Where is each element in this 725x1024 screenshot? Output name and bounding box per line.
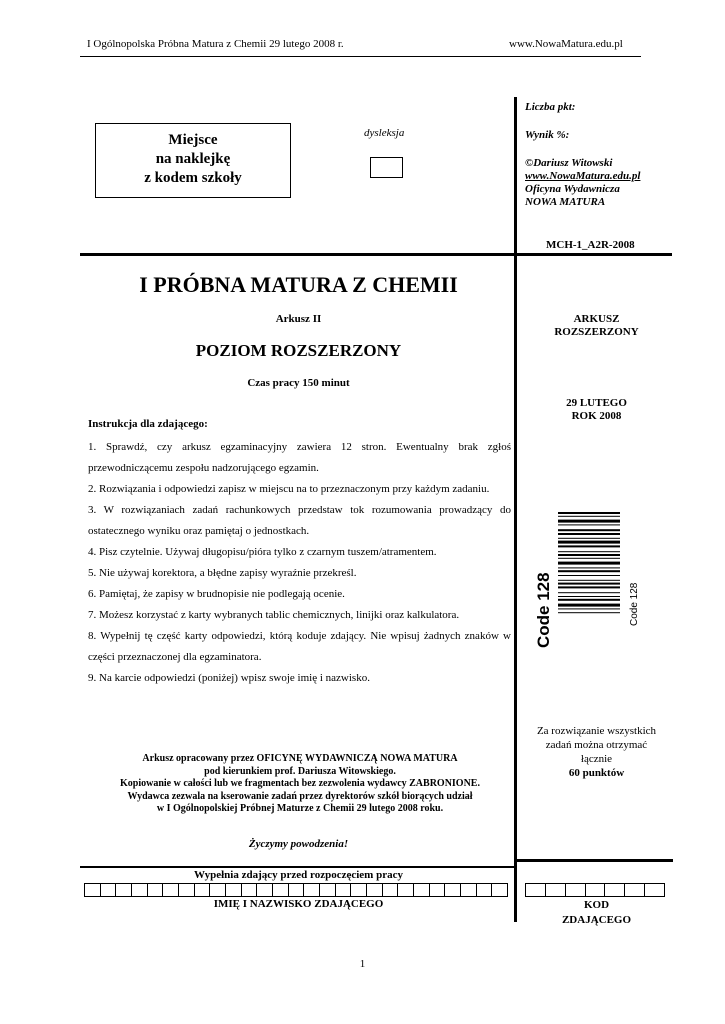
barcode-bar	[558, 592, 620, 593]
points-line: łącznie	[580, 753, 613, 765]
sheet-number: Arkusz II	[275, 313, 322, 325]
instruction-item: 9. Na karcie odpowiedzi (poniżej) wpisz swoje imię i nazwisko.	[88, 672, 370, 684]
publisher-credits	[90, 753, 510, 816]
barcode-bar	[558, 551, 620, 552]
barcode-bar	[558, 562, 620, 565]
barcode-bar	[558, 529, 620, 531]
good-luck-text: Życzymy powodzenia!	[248, 838, 349, 850]
header-rule	[80, 56, 641, 57]
barcode-bar	[558, 586, 620, 588]
name-field-label: IMIĘ I NAZWISKO ZDAJĄCEGO	[213, 898, 384, 910]
instructions-list	[88, 437, 511, 689]
credits-line: w I Ogólnopolskiej Próbnej Maturze z Chemii 29 lutego 2008 roku.	[156, 803, 444, 814]
barcode-bar	[558, 554, 620, 556]
student-code-label-line: KOD	[583, 899, 610, 911]
dyslexia-checkbox[interactable]	[370, 157, 403, 178]
max-points-info	[520, 724, 673, 780]
exam-code: MCH-1_A2R-2008	[546, 239, 635, 251]
exam-date-line: 29 LUTEGO	[566, 397, 627, 409]
barcode-bar	[558, 608, 620, 609]
instruction-item: 8. Wypełnij tę część karty odpowiedzi, którą koduje zdający. Nie wpisuj żadnych znaków w części przeznaczonej dla egzaminatora.	[88, 630, 511, 663]
barcode-bar	[558, 545, 620, 547]
credits-line: pod kierunkiem prof. Dariusza Witowskiego.	[204, 765, 396, 777]
barcode-bar	[558, 541, 620, 544]
dyslexia-label: dysleksja	[364, 127, 405, 139]
horizontal-divider-bottom	[80, 866, 517, 868]
student-code-label-line: ZDAJĄCEGO	[561, 914, 632, 926]
barcode	[528, 508, 646, 658]
student-code-cells[interactable]	[525, 883, 665, 897]
barcode-bar	[558, 599, 620, 601]
instruction-item: 3. W rozwiązaniach zadań rachunkowych przedstaw tok rozumowania prowadzący do ostatecznego wyniku oraz pamiętaj o jednostkach.	[88, 504, 511, 537]
instruction-item: 5. Nie używaj korektora, a błędne zapisy wyraźnie przekreśl.	[88, 567, 357, 579]
barcode-bar	[558, 516, 620, 517]
instruction-item: 4. Pisz czytelnie. Używaj długopisu/pióra tylko z czarnym tuszem/atramentem.	[88, 546, 437, 558]
points-line: Za rozwiązanie wszystkich	[536, 725, 657, 737]
instructions-heading: Instrukcja dla zdającego:	[88, 418, 208, 430]
barcode-bar	[558, 538, 620, 539]
barcode-bar	[558, 612, 620, 613]
horizontal-divider-top	[80, 253, 672, 256]
name-input-cells[interactable]	[84, 883, 508, 897]
barcode-bar	[558, 570, 620, 572]
publisher-line: NOWA MATURA	[525, 196, 606, 208]
horizontal-divider-right	[514, 859, 673, 862]
barcode-bar	[558, 604, 620, 607]
credits-line: Arkusz opracowany przez OFICYNĘ WYDAWNICZĄ NOWA MATURA	[142, 753, 458, 764]
barcode-bars	[558, 512, 620, 613]
sheet-type-line: ROZSZERZONY	[554, 326, 639, 338]
exam-title: I PRÓBNA MATURA Z CHEMII	[139, 272, 458, 297]
score-percent-label: Wynik %:	[525, 129, 570, 141]
publisher-url[interactable]: www.NowaMatura.edu.pl	[525, 170, 641, 182]
barcode-label: Code 128	[534, 572, 553, 648]
barcode-bar	[558, 533, 620, 535]
credits-line: Wydawca zezwala na kserowanie zadań przez dyrektorów szkół biorących udział	[127, 790, 473, 802]
instruction-item: 6. Pamiętaj, że zapisy w brudnopisie nie podlegają ocenie.	[88, 588, 345, 600]
vertical-divider	[514, 97, 517, 922]
sheet-type-line: ARKUSZ	[573, 313, 620, 325]
header-right: www.NowaMatura.edu.pl	[509, 38, 623, 50]
barcode-bar	[558, 580, 620, 581]
instruction-item: 1. Sprawdź, czy arkusz egzaminacyjny zawiera 12 stron. Ewentualny brak zgłoś przewodniczącemu zespołu nadzorującego egzamin.	[88, 441, 511, 474]
barcode-label-small: Code 128	[629, 582, 640, 626]
barcode-bar	[558, 520, 620, 523]
sheet-type	[520, 313, 673, 339]
sticker-line: Miejsce	[168, 132, 218, 148]
points-line: zadań można otrzymać	[545, 739, 648, 751]
barcode-bar	[558, 567, 620, 568]
copyright-text	[525, 157, 640, 209]
credits-line: Kopiowanie w całości lub we fragmentach bez zezwolenia wydawcy ZABRONIONE.	[120, 778, 480, 789]
publisher-line: Oficyna Wydawnicza	[525, 183, 620, 195]
copyright-author: ©Dariusz Witowski	[525, 157, 613, 169]
sticker-line: na naklejkę	[155, 151, 231, 167]
points-count-label: Liczba pkt:	[525, 101, 576, 113]
points-total: 60 punktów	[568, 767, 625, 779]
exam-date	[520, 397, 673, 423]
barcode-bar	[558, 512, 620, 514]
instruction-item: 2. Rozwiązania i odpowiedzi zapisz w miejscu na to przeznaczonym przy każdym zadaniu.	[88, 483, 490, 495]
exam-level: POZIOM ROZSZERZONY	[195, 341, 402, 360]
barcode-bar	[558, 558, 620, 559]
barcode-bar	[558, 596, 620, 597]
sticker-line: z kodem szkoły	[144, 170, 242, 186]
student-code-label	[520, 898, 673, 928]
school-sticker-box	[95, 123, 291, 198]
exam-date-line: ROK 2008	[571, 410, 622, 422]
fill-instruction: Wypełnia zdający przed rozpoczęciem pracy	[194, 869, 403, 881]
barcode-bar	[558, 524, 620, 525]
exam-time: Czas pracy 150 minut	[247, 377, 350, 389]
barcode-bar	[558, 575, 620, 576]
instruction-item: 7. Możesz korzystać z karty wybranych tablic chemicznych, linijki oraz kalkulatora.	[88, 609, 460, 621]
header-left: I Ogólnopolska Próbna Matura z Chemii 29 lutego 2008 r.	[87, 38, 344, 50]
page-number: 1	[359, 958, 366, 970]
barcode-bar	[558, 583, 620, 585]
